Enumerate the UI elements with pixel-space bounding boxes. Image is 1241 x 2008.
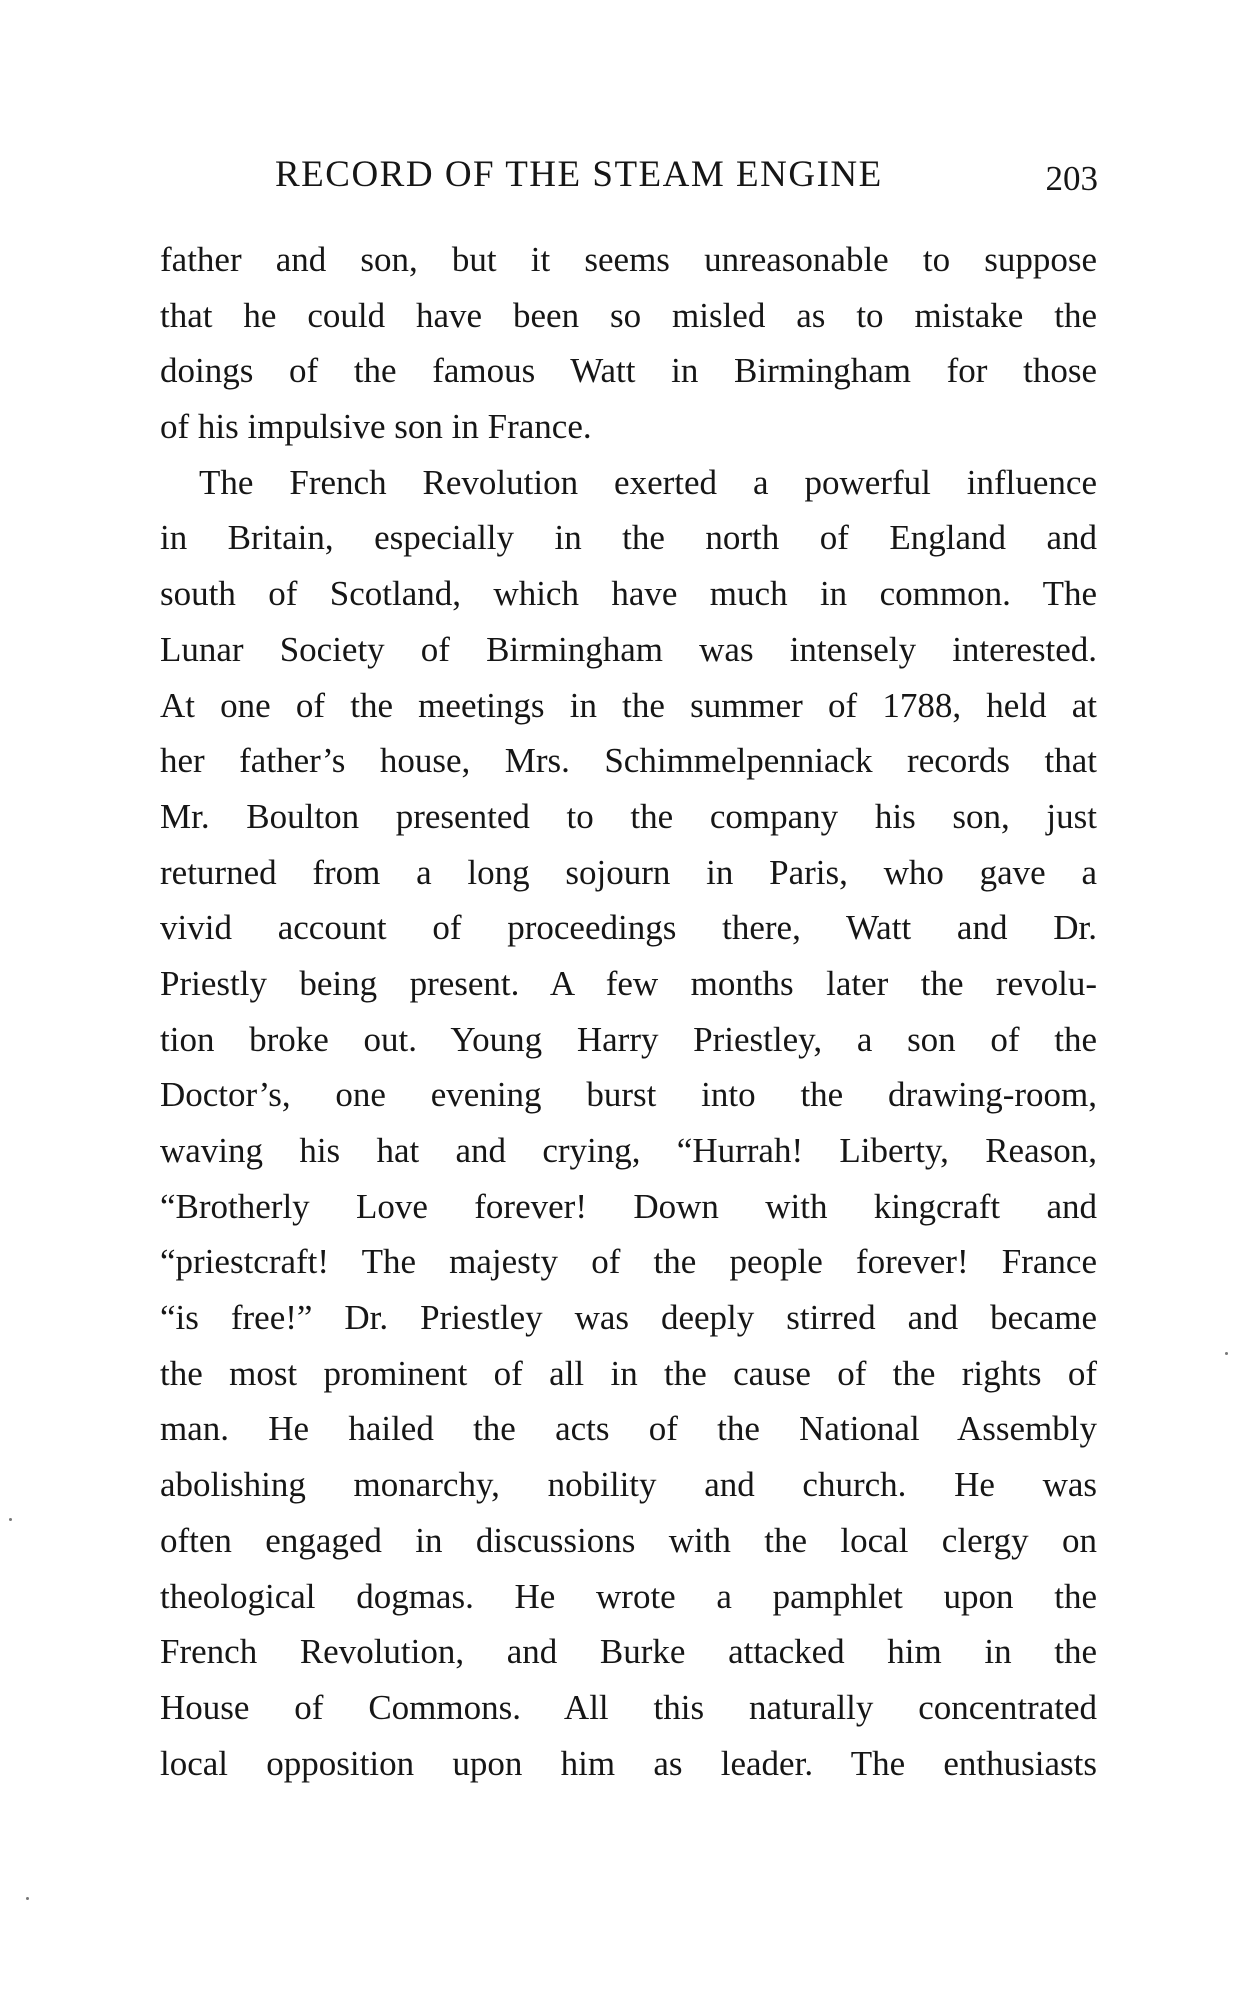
text-line: At one of the meetings in the summer of 1788, held at <box>160 685 1097 725</box>
text-line: House of Commons. All this naturally concentrated <box>160 1687 1097 1727</box>
text-line: her father’s house, Mrs. Schimmelpenniack records that <box>160 741 1097 781</box>
paper-speck <box>1225 1352 1228 1355</box>
text-line: man. He hailed the acts of the National Assembly <box>160 1409 1097 1449</box>
text-line: “priestcraft! The majesty of the people forever! France <box>160 1242 1097 1282</box>
paper-speck <box>9 1518 12 1521</box>
text-line: local opposition upon him as leader. The enthusiasts <box>160 1743 1097 1783</box>
text-line: south of Scotland, which have much in common. The <box>160 574 1097 614</box>
text-line: Priestly being present. A few months later the revolu- <box>160 963 1097 1003</box>
paper-speck <box>26 1897 29 1900</box>
body-text <box>160 232 1097 1791</box>
paragraph-start-line: The French Revolution exerted a powerful influence <box>199 462 1097 502</box>
running-head <box>163 150 1098 200</box>
text-line: in Britain, especially in the north of England and <box>160 518 1097 558</box>
text-line: Lunar Society of Birmingham was intensely interested. <box>160 629 1097 669</box>
text-line: French Revolution, and Burke attacked him in the <box>160 1632 1097 1672</box>
text-line: father and son, but it seems unreasonable to suppose <box>160 240 1097 279</box>
page-number: 203 <box>1045 159 1098 198</box>
text-line: the most prominent of all in the cause of the rights of <box>160 1353 1097 1393</box>
text-line: tion broke out. Young Harry Priestley, a son of the <box>160 1019 1097 1059</box>
text-line: “Brotherly Love forever! Down with kingcraft and <box>160 1186 1097 1226</box>
text-line: “is free!” Dr. Priestley was deeply stirred and became <box>160 1298 1097 1338</box>
text-line: returned from a long sojourn in Paris, who gave a <box>160 852 1097 892</box>
text-line: that he could have been so misled as to mistake the <box>160 295 1097 335</box>
running-title: RECORD OF THE STEAM ENGINE <box>275 154 883 195</box>
text-line: Mr. Boulton presented to the company his son, just <box>160 796 1097 836</box>
text-line: abolishing monarchy, nobility and church. He was <box>160 1465 1097 1505</box>
text-line: theological dogmas. He wrote a pamphlet upon the <box>160 1576 1097 1616</box>
text-line: waving his hat and crying, “Hurrah! Liberty, Reason, <box>160 1131 1097 1170</box>
text-line: of his impulsive son in France. <box>160 407 592 447</box>
text-line: vivid account of proceedings there, Watt and Dr. <box>160 908 1097 948</box>
text-line: doings of the famous Watt in Birmingham for those <box>160 351 1097 391</box>
text-line: Doctor’s, one evening burst into the drawing-room, <box>160 1075 1097 1115</box>
text-line: often engaged in discussions with the local clergy on <box>160 1520 1097 1560</box>
